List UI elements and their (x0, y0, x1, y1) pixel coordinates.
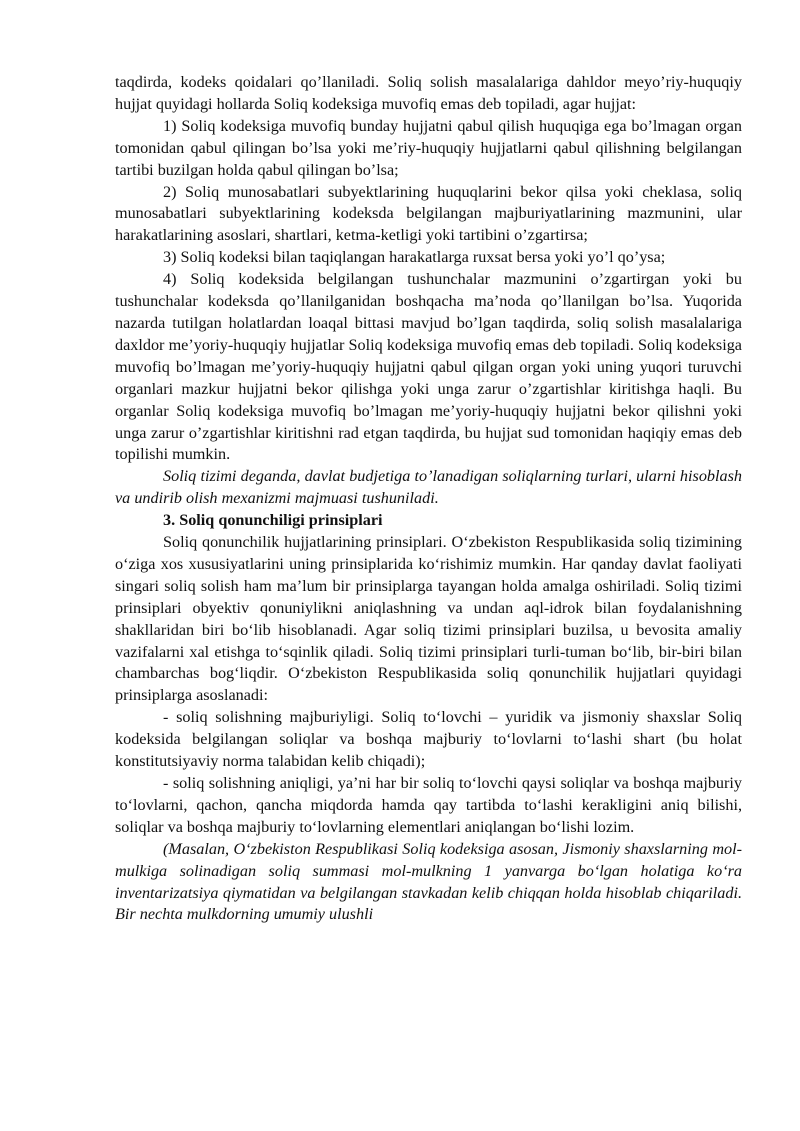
document-page (115, 72, 742, 926)
paragraph-definition: Soliq tizimi deganda, davlat budjetiga to’lanadigan soliqlarning turlari, ularni hisoblash va undirib olish mexanizmi majmuasi tushuniladi. (115, 467, 742, 508)
paragraph-intro: taqdirda, kodeks qoidalari qo’llaniladi. Soliq solish masalalariga dahldor meyo’riy-huquqiy hujjat quyidagi hollarda Soliq kodeksiga muvofiq emas deb topiladi, agar hujjat: (115, 73, 742, 113)
paragraph-item-1: 1) Soliq kodeksiga muvofiq bunday hujjatni qabul qilish huquqiga ega bo’lmagan organ tomonidan qabul qilingan bo’lsa yoki me’riy-huquqiy hujjatlarni qabul qilishning belgilangan tartibi buzilgan holda qabul qilingan bo’lsa; (115, 116, 742, 179)
paragraph-example: (Masalan, O‘zbekiston Respublikasi Soliq kodeksiga asosan, Jismoniy shaxslarning mol-mulkiga solinadigan soliq summasi mol-mulkning 1 yanvarga bo‘lgan holatiga ko‘ra inventarizatsiya qiymatidan va belgilangan stavkadan kelib chiqqan holda hisoblab chiqariladi. Bir nechta mulkdorning umumiy ulushli (115, 839, 742, 924)
paragraph-item-2: 2) Soliq munosabatlari subyektlarining huquqlarini bekor qilsa yoki cheklasa, soliq munosabatlari subyektlarining kodeksda belgilangan majburiyatlarining mazmunini, ular harakatlarining asoslari, shartlari, ketma-ketligi yoki tartibini o’zgartirsa; (115, 182, 742, 245)
paragraph-item-3: 3) Soliq kodeksi bilan taqiqlangan harakatlarga ruxsat bersa yoki yo’l qo’ysa; (163, 248, 666, 267)
section-heading: 3. Soliq qonunchiligi prinsiplari (163, 511, 383, 530)
paragraph-item-4: 4) Soliq kodeksida belgilangan tushunchalar mazmunini o’zgartirgan yoki bu tushunchalar kodeksda qo’llanilganidan boshqacha ma’noda qo’llanilgan bo’lsa. Yuqorida nazarda tutilgan holatlardan loaqal bittasi mavjud bo’lgan taqdirda, soliq solish masalalariga daxldor me’yoriy-huquqiy hujjatlar Soliq kodeksiga muvofiq emas deb topiladi. Soliq kodeksiga muvofiq bo’lmagan me’yoriy-huquqiy hujjatni qabul qilgan organ yoki uning yuqori turuvchi organlari mazkur hujjatni bekor qilishga yoki unga zarur o’zgartishlar kiritishga haqli. Bu organlar Soliq kodeksiga muvofiq bo’lmagan me’yoriy-huquqiy hujjatni bekor qilishni yoki unga zarur o’zgartishlar kiritishni rad etgan taqdirda, bu hujjat sud tomonidan haqiqiy emas deb topilishi mumkin. (115, 270, 742, 464)
paragraph-principle-obligatory: - soliq solishning majburiyligi. Soliq to‘lovchi – yuridik va jismoniy shaxslar Soliq kodeksida belgilangan soliqlar va boshqa majburiy to‘lovlarni to‘lashi shart (bu holat konstitutsiyaviy norma talabidan kelib chiqadi); (115, 708, 742, 771)
paragraph-principle-certainty: - soliq solishning aniqligi, ya’ni har bir soliq to‘lovchi qaysi soliqlar va boshqa majburiy to‘lovlarni, qachon, qancha miqdorda hamda qay tartibda to‘lashi kerakligini aniq bilishi, soliqlar va boshqa majburiy to‘lovlarning elementlari aniqlangan bo‘lishi lozim. (115, 774, 742, 836)
paragraph-principles: Soliq qonunchilik hujjatlarining prinsiplari. O‘zbekiston Respublikasida soliq tizimining o‘ziga xos xususiyatlarini uning prinsiplarida ko‘rishimiz mumkin. Har qanday davlat faoliyati singari soliq solish ham ma’lum bir prinsiplarga tayangan holda amalga oshiriladi. Soliq tizimi prinsiplari obyektiv qonuniylikni aniqlashning va undan aql-idrok bilan foydalanishning shakllaridan biri bo‘lib hisoblanadi. Agar soliq tizimi prinsiplari buzilsa, u bevosita amaliy vazifalarni xal etishga to‘sqinlik qiladi. Soliq tizimi prinsiplari turli-tuman bo‘lib, bir-biri bilan chambarchas bog‘liqdir. O‘zbekiston Respublikasida soliq qonunchilik hujjatlari quyidagi prinsiplarga asoslanadi: (115, 533, 742, 705)
